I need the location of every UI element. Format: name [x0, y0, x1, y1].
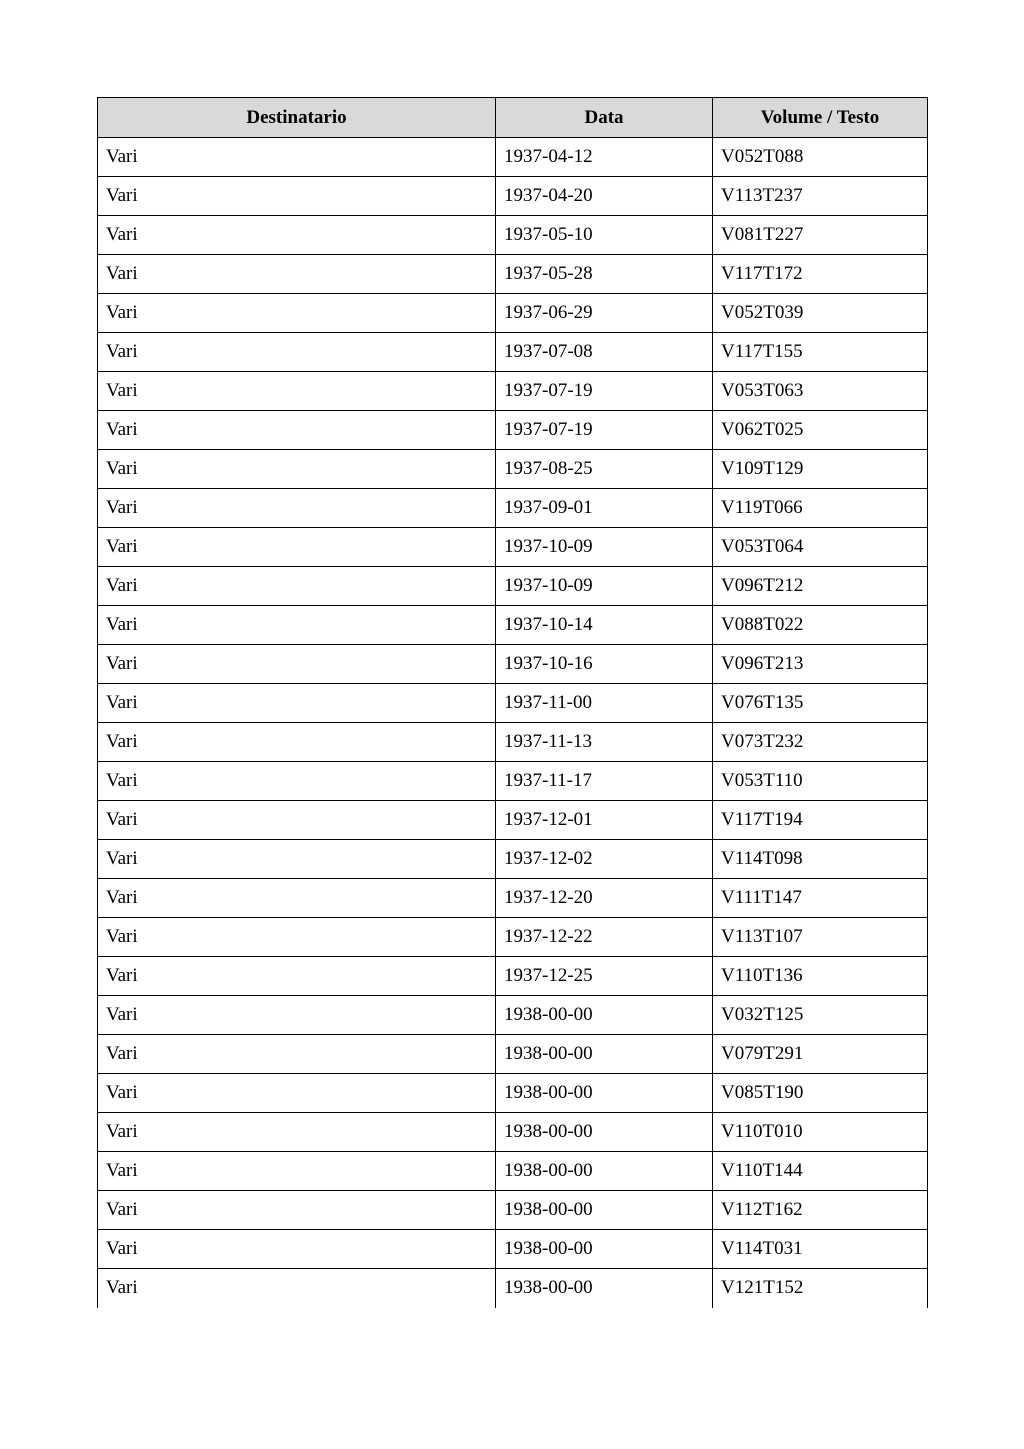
cell-volume-testo: V110T136 [713, 957, 928, 996]
table-row [98, 957, 928, 996]
cell-destinatario: Vari [98, 1230, 496, 1269]
cell-destinatario: Vari [98, 606, 496, 645]
header-data: Data [496, 98, 713, 138]
cell-volume-testo: V113T107 [713, 918, 928, 957]
table-row [98, 450, 928, 489]
header-row [98, 98, 928, 138]
cell-destinatario: Vari [98, 684, 496, 723]
cell-data: 1937-07-19 [496, 411, 713, 450]
cell-volume-testo: V111T147 [713, 879, 928, 918]
cell-data: 1937-05-10 [496, 216, 713, 255]
cell-data: 1938-00-00 [496, 1152, 713, 1191]
cell-volume-testo: V114T098 [713, 840, 928, 879]
table-row [98, 801, 928, 840]
cell-data: 1937-09-01 [496, 489, 713, 528]
table-row [98, 372, 928, 411]
cell-volume-testo: V053T063 [713, 372, 928, 411]
table-row [98, 1191, 928, 1230]
cell-volume-testo: V110T144 [713, 1152, 928, 1191]
cell-data: 1937-10-16 [496, 645, 713, 684]
table-row [98, 1113, 928, 1152]
table-row [98, 489, 928, 528]
cell-data: 1937-08-25 [496, 450, 713, 489]
table-row [98, 684, 928, 723]
cell-volume-testo: V052T039 [713, 294, 928, 333]
cell-data: 1937-12-01 [496, 801, 713, 840]
cell-data: 1937-12-25 [496, 957, 713, 996]
table-row [98, 996, 928, 1035]
cell-destinatario: Vari [98, 567, 496, 606]
cell-volume-testo: V114T031 [713, 1230, 928, 1269]
cell-volume-testo: V032T125 [713, 996, 928, 1035]
table-row [98, 216, 928, 255]
table-row [98, 411, 928, 450]
cell-volume-testo: V117T172 [713, 255, 928, 294]
cell-destinatario: Vari [98, 333, 496, 372]
table-row [98, 606, 928, 645]
table-row [98, 567, 928, 606]
cell-destinatario: Vari [98, 723, 496, 762]
cell-data: 1937-12-22 [496, 918, 713, 957]
cell-destinatario: Vari [98, 1074, 496, 1113]
table-row [98, 255, 928, 294]
cell-data: 1938-00-00 [496, 1269, 713, 1308]
cell-volume-testo: V073T232 [713, 723, 928, 762]
cell-destinatario: Vari [98, 450, 496, 489]
table-row [98, 840, 928, 879]
cell-volume-testo: V052T088 [713, 138, 928, 177]
table-row [98, 177, 928, 216]
table-row [98, 528, 928, 567]
cell-destinatario: Vari [98, 138, 496, 177]
cell-volume-testo: V113T237 [713, 177, 928, 216]
cell-destinatario: Vari [98, 411, 496, 450]
cell-destinatario: Vari [98, 1113, 496, 1152]
cell-volume-testo: V117T155 [713, 333, 928, 372]
cell-destinatario: Vari [98, 1035, 496, 1074]
cell-data: 1937-04-20 [496, 177, 713, 216]
cell-volume-testo: V053T110 [713, 762, 928, 801]
cell-destinatario: Vari [98, 294, 496, 333]
cell-data: 1937-07-08 [496, 333, 713, 372]
cell-volume-testo: V119T066 [713, 489, 928, 528]
cell-volume-testo: V088T022 [713, 606, 928, 645]
cell-destinatario: Vari [98, 762, 496, 801]
cell-data: 1937-04-12 [496, 138, 713, 177]
cell-data: 1938-00-00 [496, 1035, 713, 1074]
cell-volume-testo: V053T064 [713, 528, 928, 567]
table-row [98, 1035, 928, 1074]
cell-destinatario: Vari [98, 255, 496, 294]
cell-destinatario: Vari [98, 372, 496, 411]
cell-volume-testo: V062T025 [713, 411, 928, 450]
cell-data: 1938-00-00 [496, 1230, 713, 1269]
cell-volume-testo: V096T213 [713, 645, 928, 684]
table-row [98, 723, 928, 762]
table-row [98, 1230, 928, 1269]
cell-data: 1937-06-29 [496, 294, 713, 333]
cell-data: 1937-12-20 [496, 879, 713, 918]
cell-destinatario: Vari [98, 801, 496, 840]
cell-volume-testo: V109T129 [713, 450, 928, 489]
cell-data: 1938-00-00 [496, 1074, 713, 1113]
cell-data: 1937-07-19 [496, 372, 713, 411]
cell-destinatario: Vari [98, 528, 496, 567]
cell-volume-testo: V085T190 [713, 1074, 928, 1113]
table-body [98, 138, 928, 1308]
cell-volume-testo: V121T152 [713, 1269, 928, 1308]
records-table [97, 97, 928, 1308]
cell-data: 1937-10-09 [496, 567, 713, 606]
cell-volume-testo: V110T010 [713, 1113, 928, 1152]
cell-data: 1937-10-14 [496, 606, 713, 645]
cell-data: 1937-11-13 [496, 723, 713, 762]
table-row [98, 762, 928, 801]
cell-destinatario: Vari [98, 216, 496, 255]
table-row [98, 1269, 928, 1308]
cell-volume-testo: V076T135 [713, 684, 928, 723]
cell-volume-testo: V079T291 [713, 1035, 928, 1074]
cell-destinatario: Vari [98, 996, 496, 1035]
cell-data: 1938-00-00 [496, 1113, 713, 1152]
table-row [98, 138, 928, 177]
cell-destinatario: Vari [98, 957, 496, 996]
cell-destinatario: Vari [98, 840, 496, 879]
cell-data: 1938-00-00 [496, 996, 713, 1035]
header-volume-testo: Volume / Testo [713, 98, 928, 138]
cell-destinatario: Vari [98, 1152, 496, 1191]
table-row [98, 918, 928, 957]
cell-destinatario: Vari [98, 918, 496, 957]
cell-data: 1937-11-17 [496, 762, 713, 801]
cell-data: 1937-11-00 [496, 684, 713, 723]
header-destinatario: Destinatario [98, 98, 496, 138]
table-row [98, 1152, 928, 1191]
table-row [98, 333, 928, 372]
cell-data: 1937-12-02 [496, 840, 713, 879]
cell-destinatario: Vari [98, 489, 496, 528]
cell-volume-testo: V112T162 [713, 1191, 928, 1230]
cell-destinatario: Vari [98, 879, 496, 918]
cell-volume-testo: V081T227 [713, 216, 928, 255]
cell-destinatario: Vari [98, 645, 496, 684]
table-row [98, 294, 928, 333]
cell-destinatario: Vari [98, 1191, 496, 1230]
cell-data: 1938-00-00 [496, 1191, 713, 1230]
table-row [98, 1074, 928, 1113]
cell-destinatario: Vari [98, 177, 496, 216]
table-row [98, 645, 928, 684]
table-row [98, 879, 928, 918]
cell-data: 1937-10-09 [496, 528, 713, 567]
cell-volume-testo: V117T194 [713, 801, 928, 840]
table-header [98, 98, 928, 138]
cell-destinatario: Vari [98, 1269, 496, 1308]
cell-data: 1937-05-28 [496, 255, 713, 294]
cell-volume-testo: V096T212 [713, 567, 928, 606]
